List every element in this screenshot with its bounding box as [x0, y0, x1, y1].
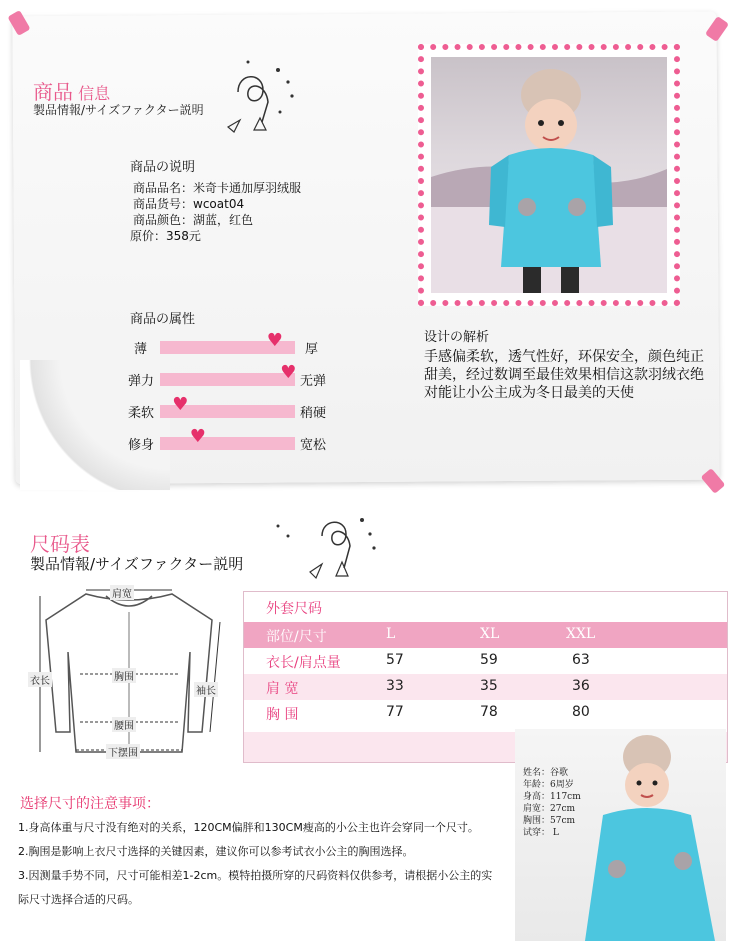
size-title: 尺码表: [30, 532, 90, 556]
desc-list: [130, 180, 302, 244]
design-title: 设计の解析: [424, 330, 490, 345]
table-header-cell: L: [386, 626, 396, 642]
product-photo-frame: [418, 44, 680, 306]
table-row: [244, 674, 727, 700]
desc-line: 商品颜色：湖蓝，红色: [133, 213, 254, 227]
design-text: 手感偏柔软，透气性好，环保安全，颜色纯正甜美，经过数调至最佳效果相信这款羽绒衣绝对能让小公主成为冬日最美的天使: [424, 349, 704, 401]
note-item: 3.因测量手势不同，尺寸可能相差1-2cm。模特拍摄所穿的尺码资料仅供参考，请根据小公主的实: [18, 869, 493, 882]
attr-right-label: 稍硬: [300, 406, 327, 421]
note-item: 2.胸围是影响上衣尺寸选择的关键因素，建议你可以参考试衣小公主的胸围选择。: [18, 845, 414, 858]
model-info-line: 身高：117cm: [523, 792, 581, 802]
table-row: [244, 700, 727, 726]
attr-bar: [160, 373, 295, 386]
table-header-cell: XXL: [566, 626, 596, 642]
model-photo: [515, 729, 726, 941]
model-info-line: 年龄：6周岁: [523, 780, 574, 790]
model-info-line: 姓名：谷歌: [523, 768, 569, 778]
table-row: [244, 648, 727, 674]
table-cell: 63: [572, 652, 590, 668]
info-subtitle: 製品情報/サイズファクター説明: [33, 103, 204, 117]
table-cell: 胸 围: [266, 707, 299, 723]
table-cell: 80: [572, 704, 590, 720]
heart-icon: ♥: [280, 362, 297, 383]
attr-left-label: 弹力: [128, 374, 155, 389]
table-cell: 78: [480, 704, 498, 720]
diagram-label-shoulder: 肩宽: [110, 585, 134, 600]
attr-heading: 商品の属性: [130, 312, 196, 327]
attr-row: [128, 394, 358, 422]
swirl-doodle-icon: [266, 506, 386, 586]
desc-line: 商品货号：wcoat04: [133, 197, 245, 211]
table-caption: 外套尺码: [266, 601, 322, 617]
table-cell: 33: [386, 678, 404, 694]
model-info-line: 肩宽：27cm: [523, 804, 576, 814]
desc-line: 原价：358元: [130, 229, 201, 243]
table-cell: 36: [572, 678, 590, 694]
diagram-label-length: 衣长: [28, 672, 52, 687]
attr-right-label: 无弹: [300, 374, 327, 389]
diagram-label-chest: 胸围: [112, 668, 136, 683]
heart-icon: ♥: [172, 394, 189, 415]
attr-row: [128, 362, 358, 390]
table-cell: 57: [386, 652, 404, 668]
attr-row: [128, 330, 358, 358]
note-item: 1.身高体重与尺寸没有绝对的关系，120CM偏胖和130CM瘦高的小公主也许会穿同一个尺寸。: [18, 821, 479, 834]
attr-right-label: 厚: [305, 342, 319, 357]
info-title-main: 商品: [33, 80, 73, 104]
model-info-line: 试穿： L: [523, 828, 559, 838]
notes-list: [18, 816, 518, 912]
girl-in-jacket-illustration: [431, 57, 667, 293]
table-cell: 35: [480, 678, 498, 694]
size-subtitle: 製品情報/サイズファクター説明: [30, 555, 244, 573]
diagram-label-hem: 下摆围: [106, 744, 140, 759]
info-title-sub: 信息: [78, 84, 111, 103]
heart-icon: ♥: [266, 330, 283, 351]
desc-line: 商品品名：米奇卡通加厚羽绒服: [133, 181, 302, 195]
attr-row: [128, 426, 358, 454]
heart-icon: ♥: [189, 426, 206, 447]
table-header-cell: XL: [480, 626, 500, 642]
desc-heading: 商品の说明: [130, 160, 196, 175]
table-cell: 肩 宽: [266, 681, 299, 697]
attr-right-label: 宽松: [300, 438, 327, 453]
swirl-doodle-icon: [218, 52, 308, 137]
attr-left-label: 薄: [134, 342, 148, 357]
product-photo: [431, 57, 667, 293]
table-cell: 59: [480, 652, 498, 668]
table-header-cell: 部位/尺寸: [266, 629, 327, 645]
attr-left-label: 柔软: [128, 406, 155, 421]
table-cell: 衣长/肩点量: [266, 655, 341, 671]
attr-left-label: 修身: [128, 438, 155, 453]
diagram-label-sleeve: 袖长: [194, 682, 218, 697]
diagram-label-waist: 腰围: [112, 717, 136, 732]
table-cell: 77: [386, 704, 404, 720]
note-item: 际尺寸选择合适的尺码。: [18, 893, 139, 906]
notes-title: 选择尺寸的注意事项：: [20, 796, 160, 812]
model-info: [523, 767, 581, 839]
attr-bar: [160, 437, 295, 450]
model-info-line: 胸围：57cm: [523, 816, 576, 826]
table-header-row: [244, 622, 727, 648]
